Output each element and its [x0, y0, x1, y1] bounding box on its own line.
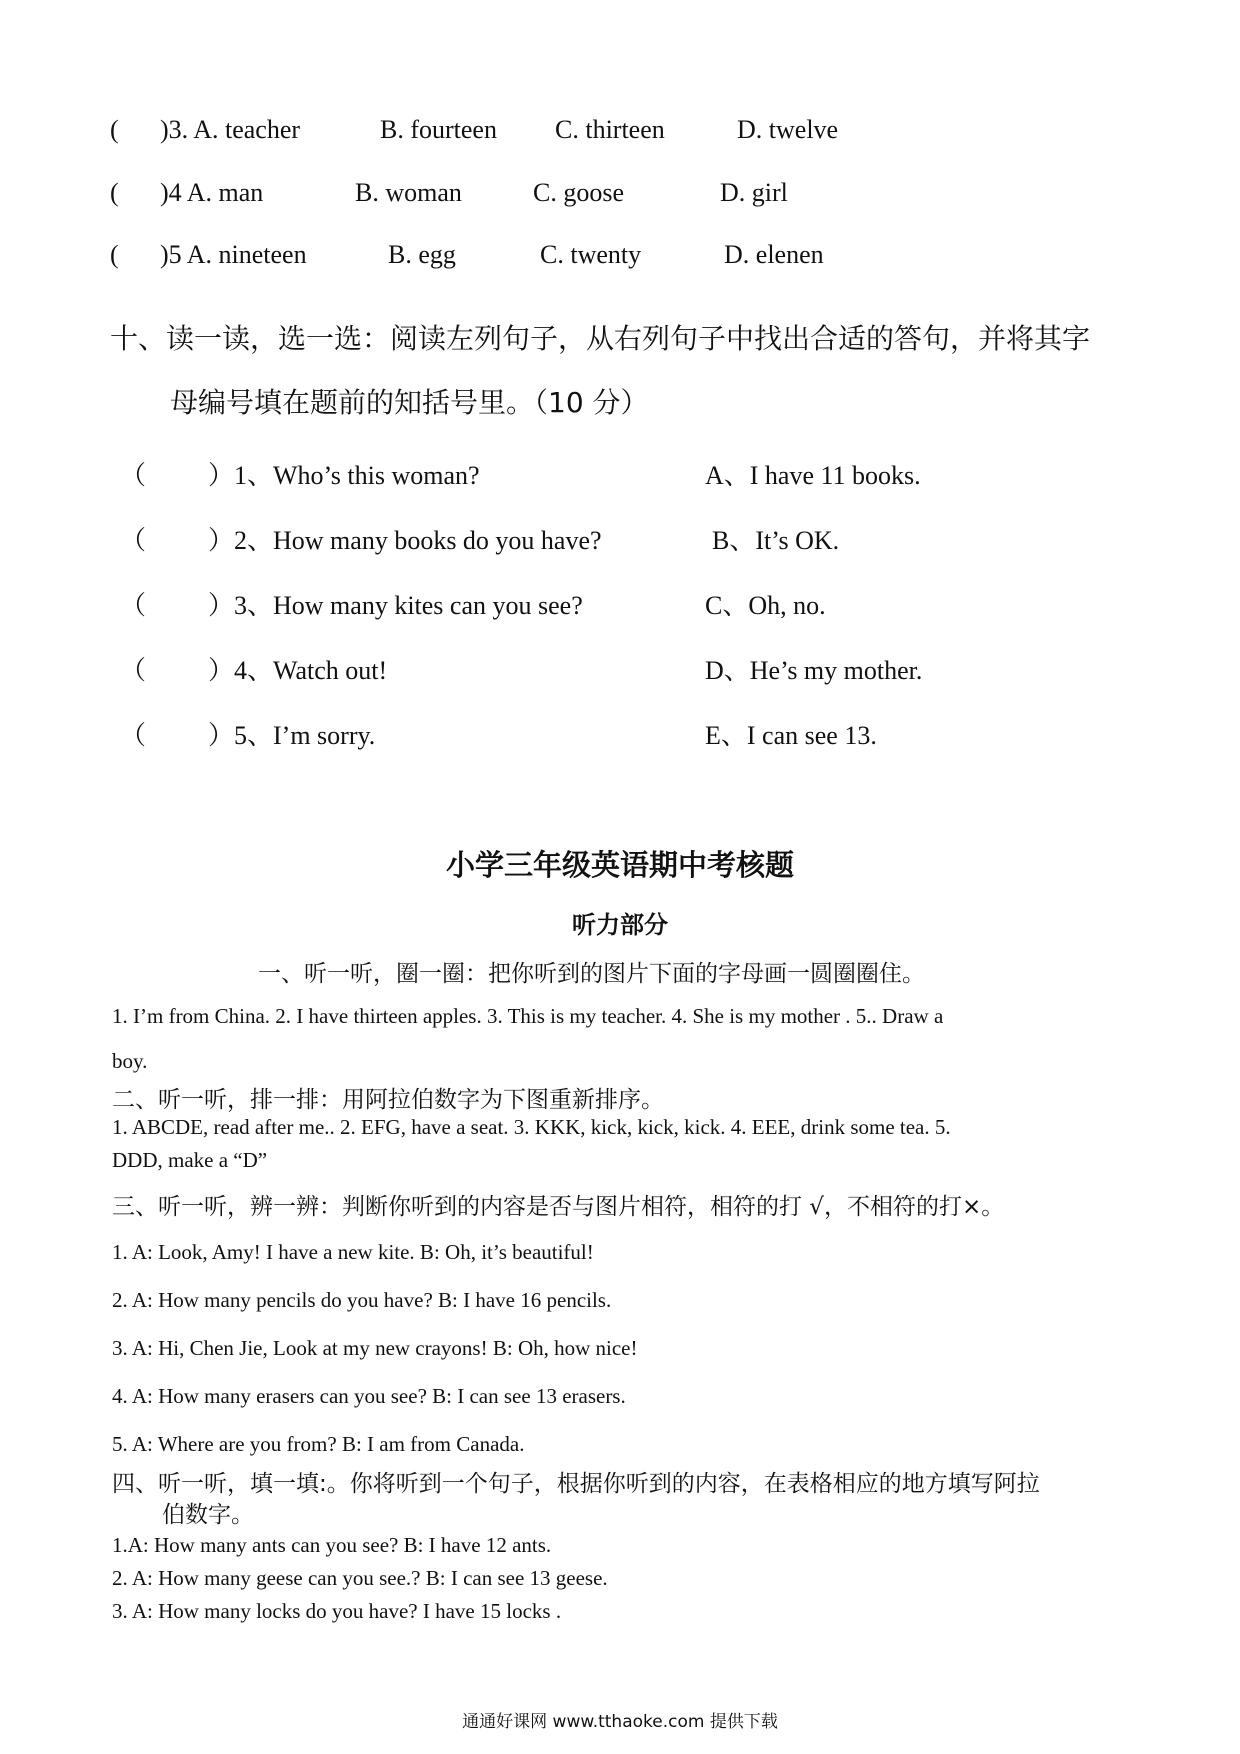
answer: C、Oh, no.: [705, 591, 826, 620]
transcript-line: DDD, make a “D”: [112, 1148, 268, 1172]
answer-paren: （: [120, 461, 147, 490]
option-c: C. twenty: [540, 240, 642, 269]
answer-paren: （: [120, 721, 147, 750]
part3-heading: 三、听一听，辨一辨：判断你听到的内容是否与图片相符，相符的打 √，不相符的打×。: [112, 1194, 1005, 1220]
option-d: D. twelve: [737, 115, 839, 144]
question: ）4、Watch out!: [208, 656, 388, 685]
question: ）3、How many kites can you see?: [208, 591, 583, 620]
section-heading: 十、读一读，选一选：阅读左列句子，从右列句子中找出合适的答句，并将其字: [110, 322, 1091, 355]
answer-paren: （: [120, 656, 147, 685]
answer-paren: （: [120, 526, 147, 555]
answer: B、It’s OK.: [712, 526, 840, 555]
part4-heading-cont: 伯数字。: [162, 1502, 254, 1528]
page-footer: 通通好课网 www.tthaoke.com 提供下载: [462, 1712, 778, 1732]
transcript-line: 1.A: How many ants can you see? B: I have 12 ants.: [112, 1533, 552, 1557]
transcript-line: 1. I’m from China. 2. I have thirteen apples. 3. This is my teacher. 4. She is my mother . 5.. Draw a: [112, 1004, 944, 1028]
answer-paren: （: [120, 591, 147, 620]
answer: A、I have 11 books.: [705, 461, 921, 490]
part1-heading: 一、听一听，圈一圈：把你听到的图片下面的字母画一圆圈圈住。: [258, 961, 925, 987]
option-b: B. egg: [388, 240, 456, 269]
option-a: )3. A. teacher: [160, 115, 301, 144]
transcript-line: 3. A: How many locks do you have? I have 15 locks .: [112, 1599, 562, 1623]
part2-heading: 二、听一听，排一排：用阿拉伯数字为下图重新排序。: [112, 1087, 664, 1113]
option-a: )4 A. man: [160, 178, 264, 207]
option-a: )5 A. nineteen: [160, 240, 307, 269]
question: ）2、How many books do you have?: [208, 526, 602, 555]
question: ）1、Who’s this woman?: [208, 461, 480, 490]
answer: E、I can see 13.: [705, 721, 877, 750]
exam-subtitle: 听力部分: [572, 911, 668, 939]
transcript-line: 1. A: Look, Amy! I have a new kite. B: Oh, it’s beautiful!: [112, 1240, 594, 1264]
answer-paren: (: [110, 240, 119, 269]
transcript-line: 2. A: How many geese can you see.? B: I can see 13 geese.: [112, 1566, 608, 1590]
option-b: B. woman: [355, 178, 462, 207]
transcript-line: 4. A: How many erasers can you see? B: I can see 13 erasers.: [112, 1384, 626, 1408]
exam-title: 小学三年级英语期中考核题: [445, 848, 794, 882]
transcript-line: 2. A: How many pencils do you have? B: I have 16 pencils.: [112, 1288, 612, 1312]
option-c: C. thirteen: [555, 115, 665, 144]
question: ）5、I’m sorry.: [208, 721, 376, 750]
option-c: C. goose: [533, 178, 624, 207]
option-d: D. girl: [720, 178, 788, 207]
answer-paren: (: [110, 115, 119, 144]
part4-heading: 四、听一听，填一填:。你将听到一个句子，根据你听到的内容，在表格相应的地方填写阿拉: [112, 1471, 1040, 1497]
section-heading-cont: 母编号填在题前的知括号里。（10 分）: [170, 386, 649, 419]
transcript-line: boy.: [112, 1049, 148, 1073]
option-b: B. fourteen: [380, 115, 497, 144]
transcript-line: 1. ABCDE, read after me.. 2. EFG, have a seat. 3. KKK, kick, kick, kick. 4. EEE, drink some tea. 5.: [112, 1115, 951, 1139]
answer-paren: (: [110, 178, 119, 207]
transcript-line: 5. A: Where are you from? B: I am from Canada.: [112, 1432, 525, 1456]
option-d: D. elenen: [724, 240, 824, 269]
transcript-line: 3. A: Hi, Chen Jie, Look at my new crayons! B: Oh, how nice!: [112, 1336, 638, 1360]
answer: D、He’s my mother.: [705, 656, 923, 685]
